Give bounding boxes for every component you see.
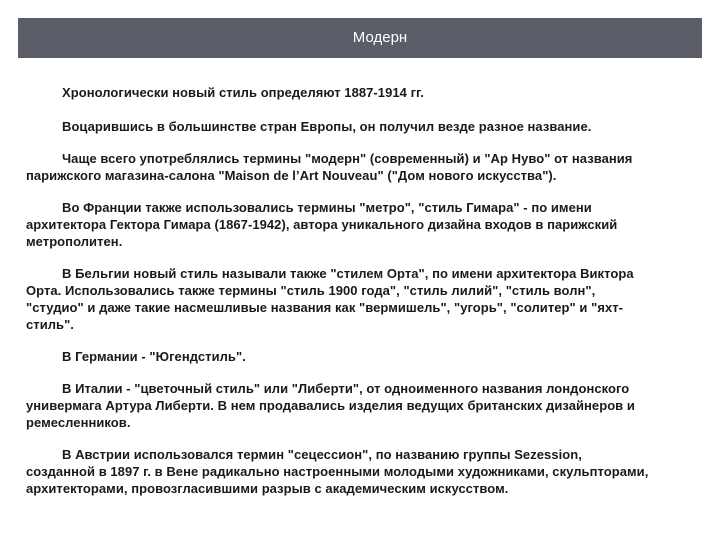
slide-body	[26, 84, 698, 497]
paragraph-germany: В Германии - "Югендстиль".	[62, 349, 246, 364]
paragraph-art-nouveau: Чаще всего употреблялись термины "модерн" (современный) и "Ар Нуво" от названия парижского магазина-салона "Maison de l’Art Nouveau" ("Дом нового искусства").	[26, 151, 633, 183]
paragraph-france: Во Франции также использовались термины "метро", "стиль Гимара" - по имени архитектора Гектора Гимара (1867-1942), автора уникального дизайна входов в парижский метрополитен.	[26, 200, 618, 249]
paragraph-chronology: Хронологически новый стиль определяют 1887-1914 гг.	[62, 85, 424, 100]
paragraph-belgium: В Бельгии новый стиль называли также "стилем Орта", по имени архитектора Виктора Орта. Использовались также термины "стиль 1900 года", "стиль лилий", "стиль волн", "студио" и даже такие насмешливые названия как "вермишель", "угорь", "солитер" и "яхт- стиль".	[26, 266, 634, 332]
slide-title: Модерн	[352, 29, 408, 46]
paragraph-names: Воцарившись в большинстве стран Европы, он получил везде разное название.	[62, 119, 592, 134]
paragraph-italy: В Италии - "цветочный стиль" или "Либерти", от одноименного названия лондонского универмага Артура Либерти. В нем продавались изделия ведущих британских дизайнеров и ремесленников.	[26, 381, 635, 430]
title-bar	[18, 18, 702, 58]
paragraph-austria: В Австрии использовался термин "сецессион", по названию группы Sezession, созданной в 1897 г. в Вене радикально настроенными молодыми художниками, скульпторами, архитекторами, провозгласившими разрыв с академическим искусством.	[26, 447, 649, 496]
